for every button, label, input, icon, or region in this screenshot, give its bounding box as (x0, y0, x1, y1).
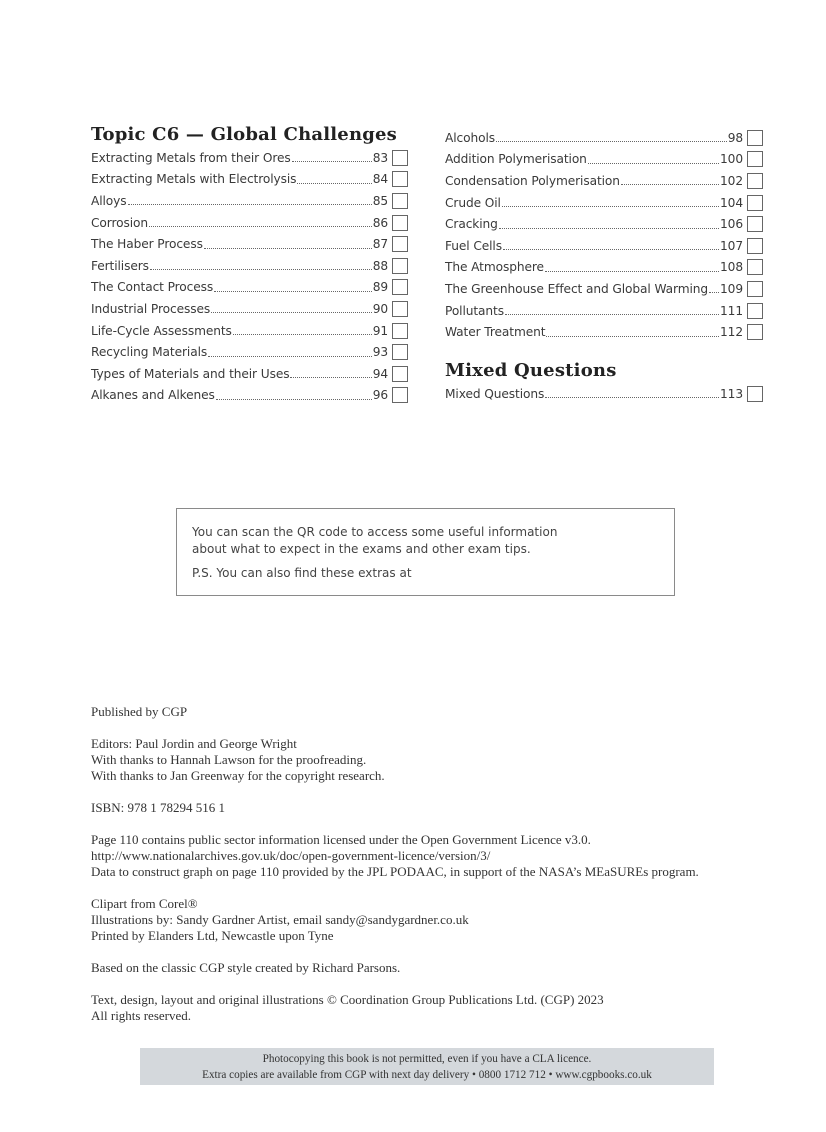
toc-entry (445, 213, 763, 235)
thanks-proofreading-line: With thanks to Hannah Lawson for the proofreading. (91, 752, 367, 767)
toc-entry-title: The Atmosphere (445, 260, 544, 275)
toc-entry-page: 106 (720, 217, 743, 232)
tick-box[interactable] (392, 171, 408, 187)
qr-ps-text: P.S. You can also find these extras at (192, 566, 412, 580)
toc-entry (445, 257, 763, 279)
toc-entry-title: Addition Polymerisation (445, 152, 587, 167)
toc-entry (91, 169, 408, 191)
toc-entry (445, 192, 763, 214)
tick-box[interactable] (747, 238, 763, 254)
toc-entry-page: 85 (372, 193, 388, 208)
toc-entry (91, 277, 408, 299)
toc-leader-dots (297, 183, 371, 184)
toc-entry-page: 83 (372, 150, 388, 165)
toc-entry-title: Industrial Processes (91, 301, 211, 316)
toc-entry-page: 111 (720, 303, 743, 318)
toc-leader-dots (588, 163, 719, 164)
tick-box[interactable] (747, 324, 763, 340)
toc-entry-page: 91 (372, 323, 388, 338)
toc-entry-title: Condensation Polymerisation (445, 173, 620, 188)
toc-entry-page: 86 (372, 215, 388, 230)
licence-url-line: http://www.nationalarchives.gov.uk/doc/open-government-licence/version/3/ (91, 848, 491, 863)
toc-entry-title: Extracting Metals from their Ores (91, 150, 291, 165)
tick-box[interactable] (747, 259, 763, 275)
clipart-line: Clipart from Corel® (91, 896, 198, 911)
toc-entry-title: Alkanes and Alkenes (91, 388, 215, 403)
toc-leader-dots (621, 184, 719, 185)
toc-entry (445, 383, 763, 405)
toc-entry (91, 298, 408, 320)
toc-entry-page: 112 (720, 325, 743, 340)
footer-line-2: Extra copies are available from CGP with next day delivery • 0800 1712 712 • www.cgpbooks.co.uk (202, 1069, 652, 1081)
tick-box[interactable] (392, 387, 408, 403)
toc-leader-dots (292, 161, 372, 162)
toc-entry-title: Water Treatment (445, 325, 546, 340)
toc-leader-dots (505, 314, 719, 315)
toc-entry-page: 84 (372, 172, 388, 187)
toc-entry-page: 100 (720, 152, 743, 167)
toc-leader-dots (233, 334, 372, 335)
toc-leader-dots (545, 271, 719, 272)
tick-box[interactable] (747, 173, 763, 189)
toc-entry-title: Pollutants (445, 303, 504, 318)
toc-entry (445, 127, 763, 149)
style-credit-line: Based on the classic CGP style created by Richard Parsons. (91, 960, 401, 975)
toc-entry (91, 190, 408, 212)
toc-entry-title: Fertilisers (91, 258, 149, 273)
toc-entry (91, 255, 408, 277)
toc-leader-dots (150, 269, 372, 270)
toc-entry (91, 385, 408, 407)
tick-box[interactable] (392, 150, 408, 166)
tick-box[interactable] (747, 195, 763, 211)
tick-box[interactable] (392, 323, 408, 339)
toc-entry (91, 363, 408, 385)
toc-leader-dots (709, 292, 719, 293)
contents-left-column (91, 123, 408, 406)
right-toc-list (445, 127, 763, 343)
tick-box[interactable] (747, 386, 763, 402)
toc-entry-title: Crude Oil (445, 195, 501, 210)
mixed-questions-heading: Mixed Questions (445, 359, 617, 381)
footer-line-1: Photocopying this book is not permitted, even if you have a CLA licence. (262, 1053, 592, 1065)
toc-entry-page: 96 (372, 388, 388, 403)
toc-leader-dots (546, 336, 719, 337)
toc-entry (445, 235, 763, 257)
toc-entry (445, 278, 763, 300)
qr-text-line-2: about what to expect in the exams and other exam tips. (192, 542, 531, 556)
tick-box[interactable] (392, 301, 408, 317)
toc-entry-title: Mixed Questions (445, 386, 545, 401)
publisher-line: Published by CGP (91, 704, 188, 719)
toc-entry-page: 102 (720, 173, 743, 188)
data-credit-line: Data to construct graph on page 110 provided by the JPL PODAAC, in support of the NASA’s MEaSUREs program. (91, 864, 699, 879)
thanks-copyright-line: With thanks to Jan Greenway for the copyright research. (91, 768, 385, 783)
qr-text-line-1: You can scan the QR code to access some useful information (192, 525, 558, 539)
toc-leader-dots (214, 291, 372, 292)
toc-leader-dots (204, 248, 372, 249)
tick-box[interactable] (392, 366, 408, 382)
toc-entry-title: Recycling Materials (91, 345, 208, 360)
toc-entry-title: Cracking (445, 217, 498, 232)
toc-entry-page: 104 (720, 195, 743, 210)
licence-line-1: Page 110 contains public sector information licensed under the Open Government Licence v3.0. (91, 832, 591, 847)
toc-entry-title: The Greenhouse Effect and Global Warming (445, 281, 709, 296)
toc-leader-dots (496, 141, 727, 142)
toc-leader-dots (128, 204, 372, 205)
toc-leader-dots (499, 228, 719, 229)
tick-box[interactable] (392, 258, 408, 274)
toc-entry-page: 94 (372, 366, 388, 381)
toc-entry-title: Fuel Cells (445, 238, 502, 253)
tick-box[interactable] (392, 193, 408, 209)
toc-leader-dots (211, 312, 372, 313)
tick-box[interactable] (392, 236, 408, 252)
toc-entry-page: 89 (372, 280, 388, 295)
footer-band (140, 1048, 714, 1085)
toc-entry (91, 341, 408, 363)
toc-entry (445, 321, 763, 343)
toc-entry-title: The Haber Process (91, 237, 203, 252)
toc-entry-title: Corrosion (91, 215, 148, 230)
topic-c6-heading: Topic C6 — Global Challenges (91, 124, 398, 145)
toc-entry-page: 90 (372, 301, 388, 316)
tick-box[interactable] (747, 216, 763, 232)
copyright-line: Text, design, layout and original illustrations © Coordination Group Publications Ltd. (CGP) 2023 (91, 992, 604, 1007)
imprint-block (91, 704, 791, 1040)
tick-box[interactable] (747, 151, 763, 167)
tick-box[interactable] (392, 215, 408, 231)
toc-entry-page: 109 (720, 281, 743, 296)
toc-leader-dots (208, 356, 372, 357)
tick-box[interactable] (392, 344, 408, 360)
toc-entry-title: The Contact Process (91, 280, 214, 295)
tick-box[interactable] (392, 279, 408, 295)
toc-entry (445, 170, 763, 192)
toc-leader-dots (502, 206, 719, 207)
toc-entry-page: 98 (727, 130, 743, 145)
toc-entry-title: Alloys (91, 193, 127, 208)
toc-entry (445, 300, 763, 322)
tick-box[interactable] (747, 303, 763, 319)
mixed-toc-list (445, 383, 763, 405)
toc-entry-page: 87 (372, 237, 388, 252)
toc-entry (91, 147, 408, 169)
toc-leader-dots (149, 226, 372, 227)
toc-leader-dots (503, 249, 719, 250)
toc-leader-dots (216, 399, 372, 400)
toc-entry-title: Types of Materials and their Uses (91, 366, 290, 381)
rights-line: All rights reserved. (91, 1008, 192, 1023)
toc-entry (91, 212, 408, 234)
tick-box[interactable] (747, 130, 763, 146)
toc-entry-page: 108 (720, 260, 743, 275)
toc-leader-dots (290, 377, 371, 378)
toc-entry (91, 233, 408, 255)
qr-info-box (176, 508, 675, 596)
printer-line: Printed by Elanders Ltd, Newcastle upon Tyne (91, 928, 334, 943)
left-toc-list (91, 147, 408, 406)
toc-entry-page: 113 (720, 386, 743, 401)
toc-entry-title: Life-Cycle Assessments (91, 323, 232, 338)
illustrations-line: Illustrations by: Sandy Gardner Artist, email sandy@sandygardner.co.uk (91, 912, 469, 927)
toc-entry-title: Alcohols (445, 130, 495, 145)
toc-entry (91, 320, 408, 342)
contents-right-column (445, 127, 763, 405)
toc-entry (445, 149, 763, 171)
toc-entry-title: Extracting Metals with Electrolysis (91, 172, 297, 187)
toc-leader-dots (545, 397, 719, 398)
editors-line: Editors: Paul Jordin and George Wright (91, 736, 297, 751)
isbn-line: ISBN: 978 1 78294 516 1 (91, 800, 225, 815)
toc-entry-page: 88 (372, 258, 388, 273)
tick-box[interactable] (747, 281, 763, 297)
toc-entry-page: 107 (720, 238, 743, 253)
toc-entry-page: 93 (372, 345, 388, 360)
